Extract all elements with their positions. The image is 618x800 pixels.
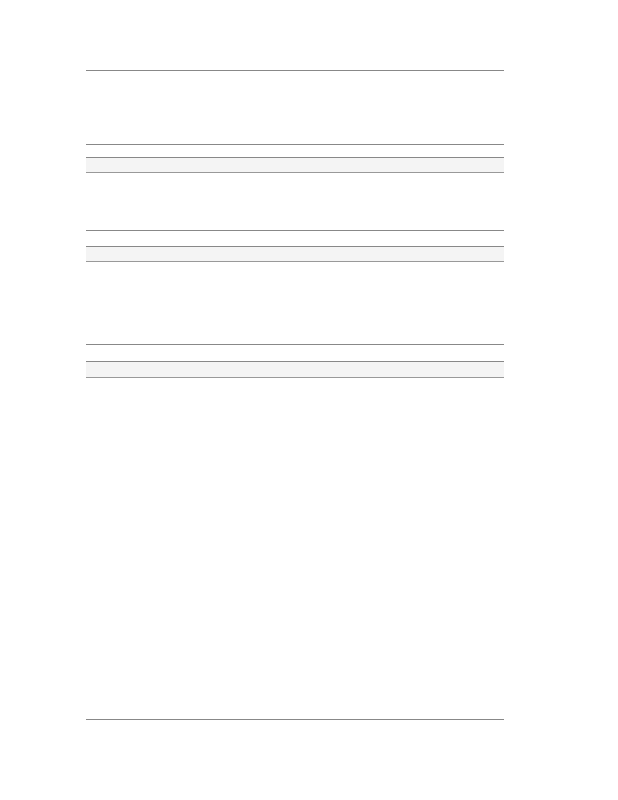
minimum-qualifications-section xyxy=(86,157,504,231)
physical-demands-section xyxy=(86,361,504,720)
required-behavior-section xyxy=(86,246,504,345)
duties-continued-section xyxy=(86,70,504,145)
